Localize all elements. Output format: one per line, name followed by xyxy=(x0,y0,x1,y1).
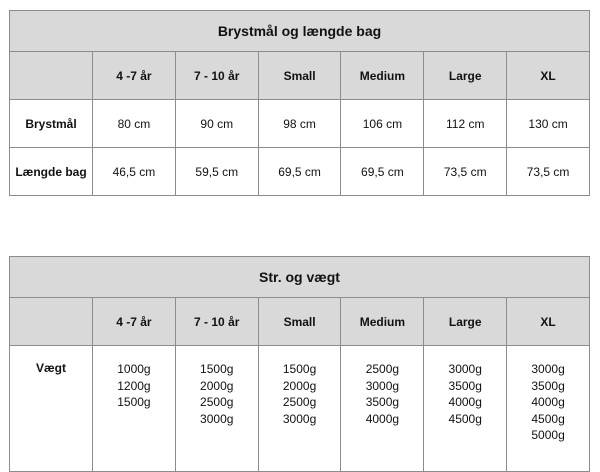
weight-value: 3500g xyxy=(448,378,482,393)
weight-cell xyxy=(175,346,258,472)
header-cell: 4 -7 år xyxy=(93,298,176,346)
table-title: Str. og vægt xyxy=(10,257,590,298)
row-label: Længde bag xyxy=(10,148,93,196)
weight-value: 3500g xyxy=(531,378,565,393)
weight-value: 1500g xyxy=(282,362,317,376)
table-cell: 73,5 cm xyxy=(507,148,590,196)
table-title: Brystmål og længde bag xyxy=(10,11,590,52)
header-cell: Medium xyxy=(341,52,424,100)
weight-cell xyxy=(341,346,424,472)
table-cell: 69,5 cm xyxy=(341,148,424,196)
table-cell: 59,5 cm xyxy=(175,148,258,196)
weight-value: 5000g xyxy=(531,428,565,442)
header-cell: Medium xyxy=(341,298,424,346)
table-cell: 130 cm xyxy=(507,100,590,148)
weight-value: 4500g xyxy=(448,411,482,426)
weight-value: 1200g xyxy=(117,378,151,393)
weight-value: 3000g xyxy=(531,362,565,376)
chest-length-table xyxy=(9,10,590,196)
weight-value: 4000g xyxy=(531,395,565,409)
weight-cell xyxy=(93,346,176,472)
header-cell: 7 - 10 år xyxy=(175,52,258,100)
weight-value: 2500g xyxy=(365,362,400,376)
table-row xyxy=(10,148,590,196)
weight-cell xyxy=(507,346,590,472)
table-cell: 106 cm xyxy=(341,100,424,148)
row-label: Vægt xyxy=(10,346,93,472)
header-cell: 7 - 10 år xyxy=(175,298,258,346)
weight-value: 2500g xyxy=(200,395,234,409)
weight-value: 3000g xyxy=(448,362,482,376)
header-cell: Large xyxy=(424,298,507,346)
table-row xyxy=(10,100,590,148)
table-cell: 112 cm xyxy=(424,100,507,148)
table-cell: 46,5 cm xyxy=(93,148,176,196)
weight-value: 1500g xyxy=(200,362,234,376)
weight-value: 3000g xyxy=(282,411,317,426)
header-cell: Large xyxy=(424,52,507,100)
weight-value: 1000g xyxy=(117,362,151,376)
size-weight-table xyxy=(9,256,590,472)
weight-value: 2000g xyxy=(200,378,234,393)
weight-cell xyxy=(258,346,341,472)
weight-value: 4000g xyxy=(365,411,400,426)
table-cell: 73,5 cm xyxy=(424,148,507,196)
table-cell: 80 cm xyxy=(93,100,176,148)
weight-value: 2000g xyxy=(282,378,317,393)
header-cell-empty xyxy=(10,298,93,346)
header-row xyxy=(10,52,590,100)
header-cell: 4 -7 år xyxy=(93,52,176,100)
header-cell-empty xyxy=(10,52,93,100)
weight-value: 3500g xyxy=(365,395,400,409)
weight-value: 3000g xyxy=(200,411,234,426)
table-cell: 69,5 cm xyxy=(258,148,341,196)
weight-value: 4500g xyxy=(531,411,565,426)
weight-cell xyxy=(424,346,507,472)
header-row xyxy=(10,298,590,346)
weight-value: 3000g xyxy=(365,378,400,393)
header-cell: Small xyxy=(258,298,341,346)
weight-value: 1500g xyxy=(117,395,151,409)
header-cell: XL xyxy=(507,298,590,346)
table-row xyxy=(10,346,590,472)
header-cell: Small xyxy=(258,52,341,100)
row-label: Brystmål xyxy=(10,100,93,148)
table-cell: 90 cm xyxy=(175,100,258,148)
weight-value: 4000g xyxy=(448,395,482,409)
weight-value: 2500g xyxy=(282,395,317,409)
table-cell: 98 cm xyxy=(258,100,341,148)
header-cell: XL xyxy=(507,52,590,100)
